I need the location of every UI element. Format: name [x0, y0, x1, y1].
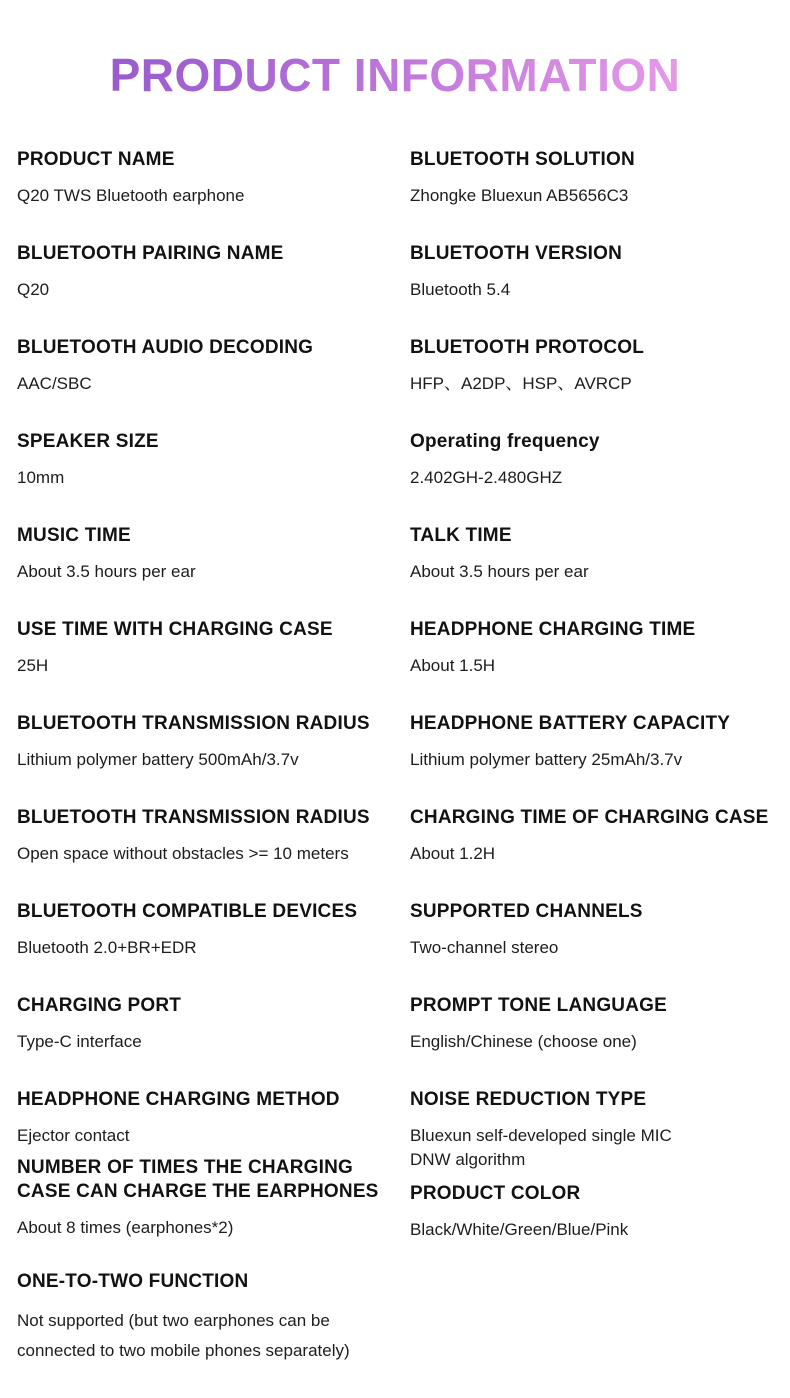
spec-talk-time	[410, 524, 780, 584]
spec-bluetooth-pairing-name	[17, 242, 410, 302]
spec-label: USE TIME WITH CHARGING CASE	[17, 619, 333, 640]
spec-value: 25H	[17, 656, 49, 675]
spec-bluetooth-audio-decoding	[17, 336, 410, 396]
spec-label: BLUETOOTH COMPATIBLE DEVICES	[17, 901, 358, 922]
spec-value: About 1.5H	[410, 656, 496, 675]
spec-headphone-battery-capacity	[410, 712, 780, 772]
spec-label: NOISE REDUCTION TYPE	[410, 1089, 647, 1110]
spec-product-name	[17, 148, 410, 208]
spec-value: About 8 times (earphones*2)	[17, 1218, 234, 1237]
spec-bluetooth-compatible-devices	[17, 900, 410, 960]
page-title: PRODUCT INFORMATION	[0, 0, 790, 104]
spec-value: 2.402GH-2.480GHZ	[410, 468, 563, 487]
spec-speaker-size	[17, 430, 410, 490]
spec-value: About 3.5 hours per ear	[17, 562, 196, 581]
spec-prompt-tone-language	[410, 994, 780, 1054]
spec-charging-port	[17, 994, 410, 1054]
spec-label: HEADPHONE CHARGING TIME	[410, 619, 696, 640]
spec-label: BLUETOOTH TRANSMISSION RADIUS	[17, 713, 370, 734]
spec-columns	[0, 148, 790, 1398]
spec-label: ONE-TO-TWO FUNCTION	[17, 1271, 249, 1292]
spec-value: HFP、A2DP、HSP、AVRCP	[410, 374, 632, 393]
spec-value: About 3.5 hours per ear	[410, 562, 589, 581]
spec-label: PRODUCT COLOR	[410, 1183, 581, 1204]
spec-value: Lithium polymer battery 25mAh/3.7v	[410, 750, 683, 769]
spec-label: MUSIC TIME	[17, 525, 131, 546]
spec-label: BLUETOOTH SOLUTION	[410, 149, 635, 170]
spec-value: Bluetooth 5.4	[410, 280, 511, 299]
spec-label: BLUETOOTH PAIRING NAME	[17, 243, 284, 264]
spec-label: BLUETOOTH TRANSMISSION RADIUS	[17, 807, 370, 828]
spec-charging-time-of-charging-case	[410, 806, 780, 866]
spec-column-right	[410, 148, 790, 1398]
spec-label: PROMPT TONE LANGUAGE	[410, 995, 667, 1016]
spec-value: AAC/SBC	[17, 374, 92, 393]
spec-value: Open space without obstacles >= 10 meters	[17, 844, 349, 863]
spec-label: PRODUCT NAME	[17, 149, 175, 170]
spec-value: Ejector contact	[17, 1126, 130, 1145]
spec-value: Type-C interface	[17, 1032, 142, 1051]
spec-label: CHARGING TIME OF CHARGING CASE	[410, 807, 769, 828]
spec-label: BLUETOOTH VERSION	[410, 243, 623, 264]
spec-bluetooth-transmission-radius-1	[17, 712, 410, 772]
spec-value: Lithium polymer battery 500mAh/3.7v	[17, 750, 299, 769]
spec-label: CHARGING PORT	[17, 995, 182, 1016]
spec-use-time-with-charging-case	[17, 618, 410, 678]
spec-column-left	[17, 148, 410, 1398]
spec-label: TALK TIME	[410, 525, 512, 546]
spec-value: Q20 TWS Bluetooth earphone	[17, 186, 245, 205]
spec-value: Bluexun self-developed single MIC DNW algorithm	[410, 1126, 672, 1169]
spec-one-to-two-function	[17, 1270, 410, 1366]
spec-label: NUMBER OF TIMES THE CHARGING CASE CAN CHARGE THE EARPHONES	[17, 1157, 379, 1202]
spec-bluetooth-version	[410, 242, 780, 302]
spec-operating-frequency	[410, 430, 780, 490]
spec-noise-reduction-type	[410, 1088, 780, 1172]
spec-value: About 1.2H	[410, 844, 496, 863]
spec-bluetooth-solution	[410, 148, 780, 208]
spec-charge-times	[17, 1156, 410, 1240]
spec-label: HEADPHONE BATTERY CAPACITY	[410, 713, 731, 734]
spec-label: HEADPHONE CHARGING METHOD	[17, 1089, 340, 1110]
spec-value: Zhongke Bluexun AB5656C3	[410, 186, 629, 205]
spec-label: SPEAKER SIZE	[17, 431, 159, 452]
spec-value: Not supported (but two earphones can be connected to two mobile phones separately)	[17, 1311, 350, 1360]
spec-value: Q20	[17, 280, 50, 299]
spec-label: SUPPORTED CHANNELS	[410, 901, 643, 922]
spec-value: Bluetooth 2.0+BR+EDR	[17, 938, 197, 957]
spec-label: BLUETOOTH AUDIO DECODING	[17, 337, 314, 358]
spec-supported-channels	[410, 900, 780, 960]
spec-headphone-charging-time	[410, 618, 780, 678]
spec-product-color	[410, 1182, 780, 1242]
spec-value: 10mm	[17, 468, 65, 487]
spec-headphone-charging-method	[17, 1088, 410, 1148]
spec-value: Black/White/Green/Blue/Pink	[410, 1220, 629, 1239]
spec-music-time	[17, 524, 410, 584]
spec-bluetooth-protocol	[410, 336, 780, 396]
spec-label: BLUETOOTH PROTOCOL	[410, 337, 645, 358]
spec-value: Two-channel stereo	[410, 938, 559, 957]
spec-label: Operating frequency	[410, 431, 600, 452]
spec-bluetooth-transmission-radius-2	[17, 806, 410, 866]
spec-value: English/Chinese (choose one)	[410, 1032, 637, 1051]
